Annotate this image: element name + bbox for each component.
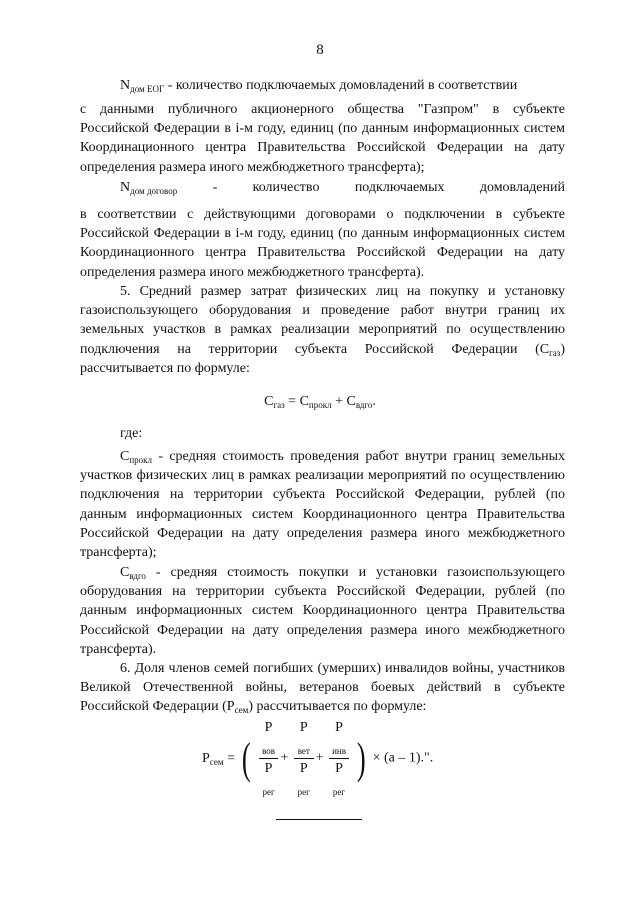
paragraph-first-line: - количество подключаемых домовладений в соответствии	[164, 78, 518, 93]
symbol-n-dogovor: $N_{дом договор}$	[120, 180, 178, 196]
paragraph-n-dom-dogovor-continuation: в соответствии с действующими договорами о подключении в субъекте Российской Федерации в i-м году, единиц (по данным информационных систем Координационного центра Правительства Российской Федерации на дату определения размера иного межбюджетного трансферта).	[80, 207, 565, 280]
word: домовладений	[479, 180, 565, 195]
c-prokl-text: - средняя стоимость проведения работ внутри границ земельных участков физических лиц в рамках реализации мероприятий по осуществлению подключения на территории субъекта Российской Федерации, рублей (по данным информационных систем Координационного центра Правительства Российской Федерации на дату определения размера иного межбюджетного трансферта);	[80, 449, 565, 561]
word: -	[212, 180, 218, 195]
fraction-vet: Р $_{вет}$ Р $_{рег}$	[294, 718, 314, 799]
fraction-vov: Р $_{вов}$ Р $_{рег}$	[259, 718, 279, 799]
paragraph-item-5	[80, 282, 565, 378]
symbol-n: N	[120, 78, 131, 93]
paragraph-n-dom-eog	[80, 76, 565, 95]
paragraph-c-prokl: $С_{прокл}$ - средняя стоимость проведения работ внутри границ земельных участков физических лиц в рамках реализации мероприятий по осуществлению подключения на территории субъекта Российской Федерации, рублей (по данным информационных систем Координационного центра Правительства Российской Федерации на дату определения размера иного межбюджетного трансферта);	[80, 449, 565, 561]
formula-p-sem: $Р_{сем}$ = ( Р $_{вов}$ Р $_{рег}$ + Р $_{вет}$ Р $_{рег}$ + Р $_{инв}$ Р $_{рег}$ ) × (а – 1).".	[202, 720, 434, 797]
item-5-end: ) рассчитывается по формуле:	[80, 341, 565, 376]
formula-tail: × (а – 1).".	[372, 750, 434, 766]
item-6-end: ) рассчитывается по формуле:	[248, 699, 427, 715]
footer-separator-line	[276, 819, 362, 820]
paragraph-c-vdgo: $С_{вдго}$ - средняя стоимость покупки и установки газоиспользующего оборудования на территории субъекта Российской Федерации, рублей (по данным информационных систем Координационного центра Правительства Российской Федерации на дату определения размера иного межбюджетного трансферта).	[80, 565, 565, 657]
page-number: 8	[316, 42, 324, 58]
where-label: где:	[120, 426, 143, 441]
left-parenthesis: (	[241, 733, 251, 783]
subscript-dom-eog: дом ЕОГ	[130, 84, 165, 94]
subscript-gaz: газ	[549, 347, 561, 358]
fraction-inv: Р $_{инв}$ Р $_{рег}$	[329, 718, 349, 799]
paragraph-n-dom-eog-continuation: с данными публичного акционерного общества "Газпром" в субъекте Российской Федерации в i-м году, единиц (по данным информационных систем Координационного центра Правительства Российской Федерации на дату определения размера иного межбюджетного трансферта);	[80, 102, 565, 175]
c-vdgo-text: - средняя стоимость покупки и установки газоиспользующего оборудования на территории субъекта Российской Федерации, рублей (по данным информационных систем Координационного центра Правительства Российской Федерации на дату определения размера иного межбюджетного трансферта).	[80, 565, 565, 657]
subscript-dom-dogovor: дом договор	[130, 186, 178, 196]
word: подключаемых	[354, 180, 445, 195]
subscript-prokl: прокл	[129, 455, 153, 465]
item-6-text: 6. Доля членов семей погибших (умерших) инвалидов войны, участников Великой Отечественной войны, ветеранов боевых действий в субъекте Российской Федерации (	[80, 661, 565, 715]
word: количество	[252, 180, 320, 195]
paragraph-n-dom-dogovor-first-line	[80, 178, 565, 197]
formula-c-gaz: $С_{газ} = С_{прокл} + С_{вдго}$.	[264, 394, 376, 410]
subscript-vdgo: вдго	[129, 571, 146, 581]
item-5-text: 5. Средний размер затрат физических лиц на покупку и установку газоиспользующего оборудования и проведение работ внутри границ их земельных участков в рамках реализации мероприятий по осуществлению подключения на территории субъекта Российской Федерации (С	[80, 284, 565, 357]
subscript-sem: сем	[234, 705, 249, 716]
paragraph-item-6: 6. Доля членов семей погибших (умерших) инвалидов войны, участников Великой Отечественной войны, ветеранов боевых действий в субъекте Российской Федерации $(Р_{сем})$ рассчитывается по формуле:	[80, 661, 565, 716]
right-parenthesis: )	[357, 733, 367, 783]
